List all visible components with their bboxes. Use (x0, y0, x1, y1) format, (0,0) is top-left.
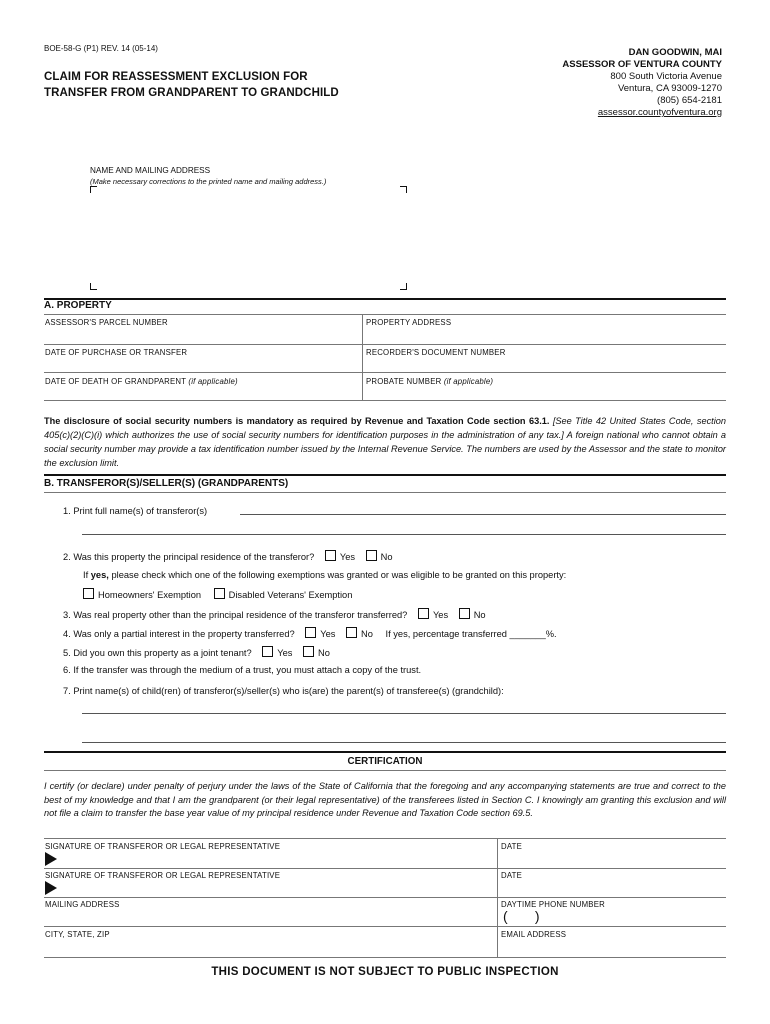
question-2-options (75, 588, 352, 600)
signature-row-line (44, 868, 726, 869)
question-2-sub (83, 570, 566, 580)
death-date-note: (if applicable) (188, 377, 238, 386)
signature-row-line (44, 897, 726, 898)
question-4-text: 4. Was only a partial interest in the property transferred? (63, 629, 295, 639)
question-4 (63, 627, 557, 639)
signature-1-arrow-icon (45, 852, 57, 866)
assessor-city: Ventura, CA 93009-1270 (617, 83, 722, 94)
death-date-field[interactable] (44, 374, 360, 400)
purchase-date-field[interactable] (44, 346, 360, 372)
form-title (44, 69, 339, 101)
phone-parentheses: ( ) (503, 908, 540, 924)
death-date-label-text: DATE OF DEATH OF GRANDPARENT (45, 377, 187, 386)
form-id: BOE-58-G (P1) REV. 14 (05-14) (44, 44, 158, 53)
question-2-sub-pre: If (83, 570, 89, 580)
assessor-website-link[interactable]: assessor.countyofventura.org (597, 107, 722, 118)
section-b-heading-line (44, 492, 726, 493)
q5-no-label: No (318, 648, 330, 658)
q4-no-checkbox[interactable] (346, 627, 357, 638)
homeowners-exemption-checkbox[interactable] (83, 588, 94, 599)
section-a-column-divider (362, 314, 363, 400)
purchase-date-label: DATE OF PURCHASE OR TRANSFER (45, 348, 188, 357)
q5-yes-label: Yes (277, 648, 293, 658)
certification-column-divider (497, 838, 498, 958)
signature-2-field[interactable] (60, 879, 494, 897)
section-a-heading: A. PROPERTY (44, 300, 112, 311)
assessor-name: DAN GOODWIN, MAI (628, 47, 722, 58)
ssn-disclosure-bold: The disclosure of social security numbers is mandatory as required by Revenue and Taxation Code section 63.1. (44, 416, 550, 426)
certification-heading-line (44, 770, 726, 771)
form-title-line2: TRANSFER FROM GRANDPARENT TO GRANDCHILD (44, 87, 339, 99)
email-address-field[interactable] (500, 940, 726, 956)
certification-bottom-line (44, 957, 726, 958)
parcel-number-field[interactable] (44, 316, 360, 344)
signature-1-field[interactable] (60, 850, 494, 868)
question-2-sub-text: please check which one of the following exemptions was granted or was eligible to be granted on this property: (111, 570, 567, 580)
child-name-line-1[interactable] (82, 713, 726, 714)
q3-no-checkbox[interactable] (459, 608, 470, 619)
signature-2-arrow-icon (45, 881, 57, 895)
assessor-office: ASSESSOR OF VENTURA COUNTY (562, 59, 722, 70)
q5-yes-checkbox[interactable] (262, 646, 273, 657)
certification-rule (44, 751, 726, 753)
certification-heading: CERTIFICATION (347, 756, 423, 767)
daytime-phone-field[interactable] (500, 910, 726, 926)
question-2-text: 2. Was this property the principal residence of the transferor? (63, 552, 315, 562)
parcel-number-label: ASSESSOR'S PARCEL NUMBER (45, 318, 168, 327)
q2-yes-checkbox[interactable] (325, 550, 336, 561)
child-name-line-2[interactable] (82, 742, 726, 743)
city-state-zip-label: CITY, STATE, ZIP (45, 930, 110, 939)
mailing-address-label-text: NAME AND MAILING ADDRESS (90, 166, 211, 175)
ssn-disclosure (44, 414, 726, 470)
transferor-name-line-2[interactable] (82, 534, 726, 535)
recorder-document-field[interactable] (364, 346, 726, 372)
mailing-address-cert-label: MAILING ADDRESS (45, 900, 120, 909)
disabled-veterans-checkbox[interactable] (214, 588, 225, 599)
question-2 (63, 550, 393, 562)
date-1-field[interactable] (500, 852, 726, 868)
mailing-address-label (90, 165, 326, 187)
probate-number-note: (if applicable) (443, 377, 494, 386)
q4-no-label: No (361, 629, 373, 639)
recorder-document-label: RECORDER'S DOCUMENT NUMBER (366, 348, 506, 357)
city-state-zip-field[interactable] (44, 940, 494, 956)
q3-yes-label: Yes (432, 610, 449, 620)
q2-no-checkbox[interactable] (366, 550, 377, 561)
signature-row-line (44, 926, 726, 927)
assessor-street: 800 South Victoria Avenue (610, 71, 722, 82)
corner-mark-bottom-right (400, 283, 407, 290)
public-inspection-notice: THIS DOCUMENT IS NOT SUBJECT TO PUBLIC INSPECTION (211, 966, 559, 978)
section-a-row-line (44, 372, 726, 373)
corner-mark-top-right (400, 186, 407, 193)
q3-no-label: No (473, 610, 486, 620)
section-a-row-line (44, 314, 726, 315)
form-title-line1: CLAIM FOR REASSESSMENT EXCLUSION FOR (44, 71, 308, 83)
q2-no-label: No (380, 552, 393, 562)
q4-yes-label: Yes (320, 629, 336, 639)
assessor-phone: (805) 654-2181 (657, 95, 722, 106)
q2-yes-label: Yes (339, 552, 356, 562)
q4-percentage-text: If yes, percentage transferred _______%. (385, 629, 557, 639)
question-6: 6. If the transfer was through the medium of a trust, you must attach a copy of the trust. (63, 665, 422, 675)
assessor-block (562, 47, 722, 119)
question-1: 1. Print full name(s) of transferor(s) (63, 506, 208, 516)
property-address-field[interactable] (364, 316, 726, 344)
certification-text: I certify (or declare) under penalty of perjury under the laws of the State of California that the foregoing and any accompanying statements are true and correct to the best of my knowledge and that I am the grandparent (or their legal representative) of the transferees listed in Section C. I knowingly am granting this exclusion and will not file a claim to transfer the base year value of my principal residence under Revenue and Taxation Code section 69.5. (44, 781, 726, 819)
question-5-text: 5. Did you own this property as a joint tenant? (63, 648, 252, 658)
date-2-field[interactable] (500, 881, 726, 897)
section-a-row-line (44, 344, 726, 345)
question-3-text: 3. Was real property other than the principal residence of the transferor transferred? (63, 610, 408, 620)
signature-row-line (44, 838, 726, 839)
question-7: 7. Print name(s) of child(ren) of transferor(s)/seller(s) who is(are) the parent(s) of transferee(s) (grandchild): (63, 686, 504, 696)
q5-no-checkbox[interactable] (303, 646, 314, 657)
signature-1-label: SIGNATURE OF TRANSFEROR OR LEGAL REPRESENTATIVE (45, 842, 281, 851)
section-b-heading: B. TRANSFEROR(S)/SELLER(S) (GRANDPARENTS) (44, 478, 289, 489)
homeowners-exemption-label: Homeowners' Exemption (98, 590, 202, 600)
mailing-address-cert-field[interactable] (44, 910, 494, 926)
section-a-rule (44, 298, 726, 300)
question-2-sub-bold: yes, (90, 570, 109, 580)
date-2-label: DATE (501, 871, 523, 880)
email-address-label: EMAIL ADDRESS (501, 930, 567, 939)
mailing-address-note: (Make necessary corrections to the printed name and mailing address.) (90, 177, 327, 186)
q3-yes-checkbox[interactable] (418, 608, 429, 619)
probate-number-field[interactable] (364, 374, 726, 400)
daytime-phone-label: DAYTIME PHONE NUMBER (501, 900, 605, 909)
transferor-name-line-1[interactable] (240, 514, 726, 515)
date-1-label: DATE (501, 842, 523, 851)
signature-2-label: SIGNATURE OF TRANSFEROR OR LEGAL REPRESENTATIVE (45, 871, 281, 880)
section-b-rule (44, 474, 726, 476)
q4-yes-checkbox[interactable] (305, 627, 316, 638)
ssn-disclosure-italic: [See Title 42 United States Code, section 405(c)(2)(C)(i) which authorizes the use of social security numbers for identification purposes in the administration of any tax.] A foreign national who cannot obtain a social security number may provide a tax identification number issued by the Internal Revenue Service. The numbers are used by the Assessor and the state to monitor the exclusion limit. (44, 416, 726, 468)
corner-mark-bottom-left (90, 283, 97, 290)
disabled-veterans-label: Disabled Veterans' Exemption (228, 590, 353, 600)
question-3 (63, 608, 486, 620)
property-address-label: PROPERTY ADDRESS (366, 318, 452, 327)
question-5 (63, 646, 330, 658)
mailing-address-field[interactable] (95, 192, 395, 280)
section-a-bottom-line (44, 400, 726, 401)
probate-number-label-text: PROBATE NUMBER (366, 377, 442, 386)
